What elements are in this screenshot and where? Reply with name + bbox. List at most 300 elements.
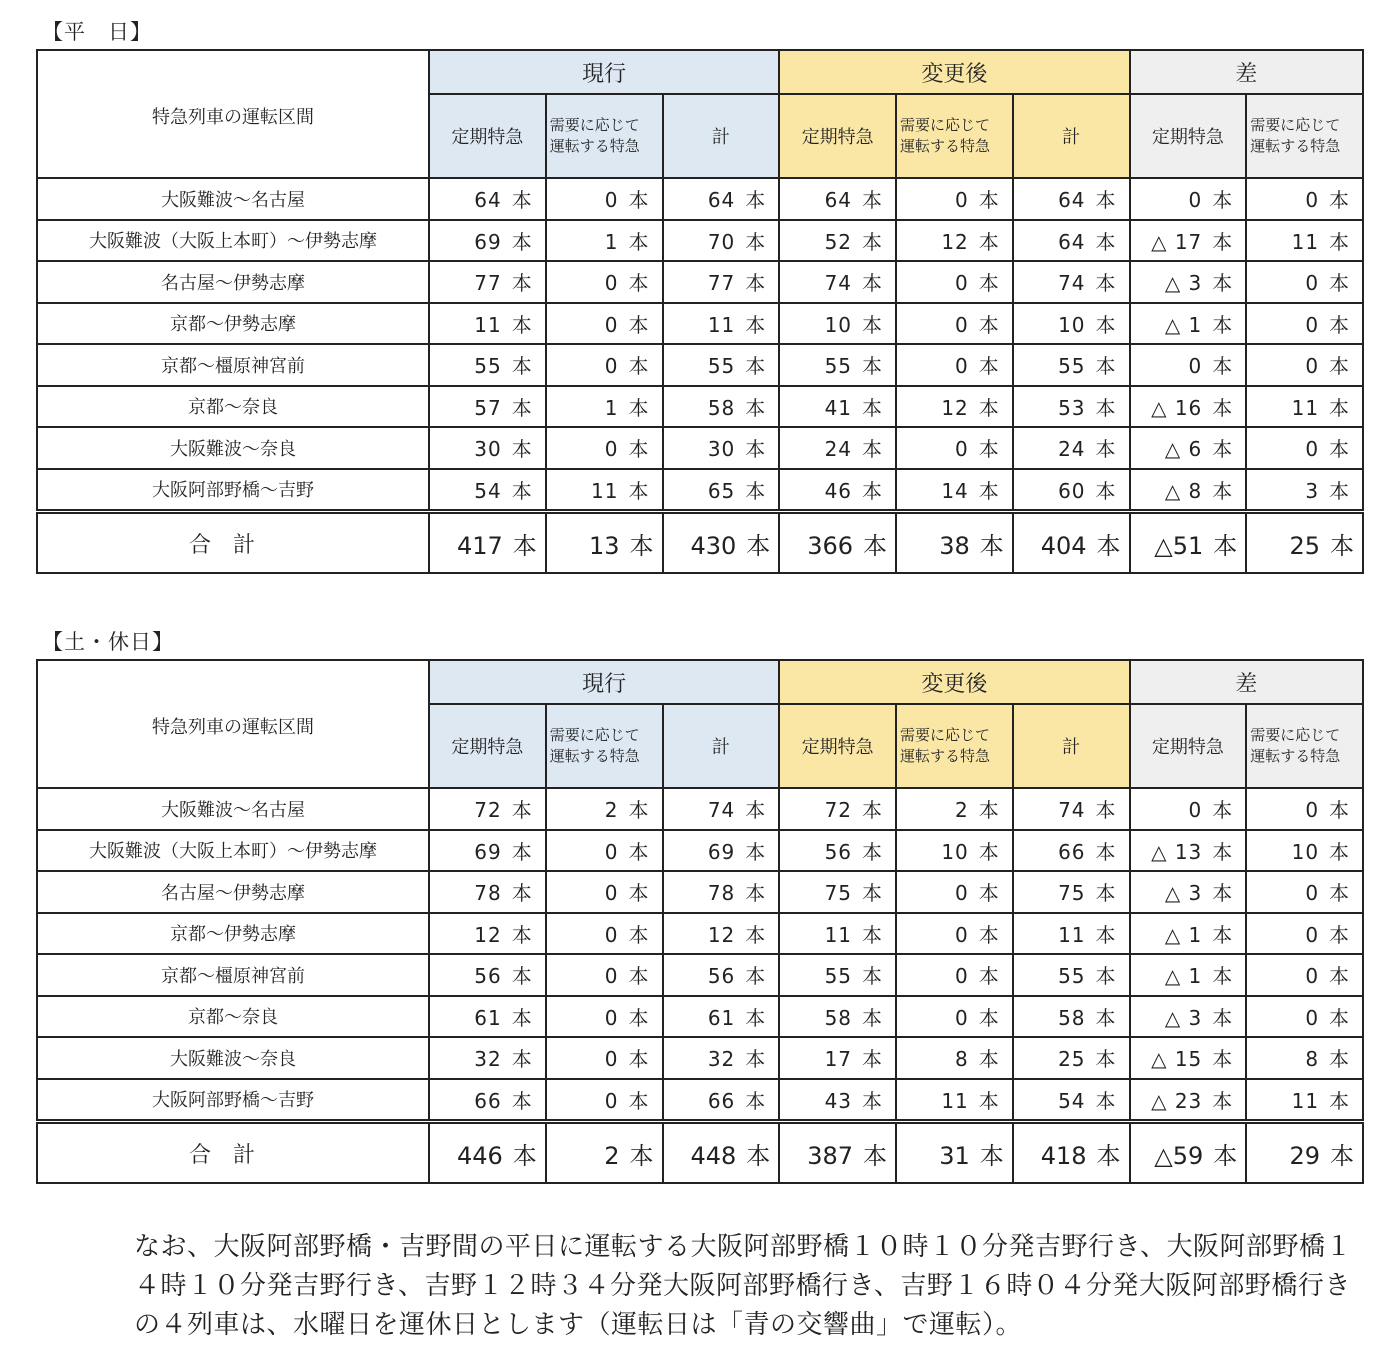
unit-label: 本	[1329, 1088, 1351, 1113]
cell-new-tot	[1013, 303, 1130, 345]
unit-label: 本	[862, 312, 884, 337]
cell-value: 1	[604, 229, 619, 254]
cell-diff-dem	[1246, 512, 1363, 574]
header-group-row	[37, 660, 1363, 704]
unit-label: 本	[1212, 395, 1234, 420]
cell-diff-reg	[1130, 178, 1247, 220]
cell-value: △ 3	[1164, 271, 1203, 296]
unit-label: 本	[1095, 395, 1117, 420]
unit-label: 本	[511, 1005, 533, 1030]
cell-value: △ 8	[1164, 478, 1203, 503]
cell-diff-reg	[1130, 220, 1247, 262]
cell-value: 55	[1058, 964, 1086, 989]
regular-header-label: 定期特急	[801, 127, 874, 148]
cell-value: 56	[474, 964, 502, 989]
unit-label: 本	[862, 437, 884, 462]
cell-new-reg	[779, 871, 896, 913]
unit-label: 本	[628, 1047, 650, 1072]
cell-value: 75	[824, 881, 853, 906]
unit-label: 本	[1329, 229, 1351, 254]
unit-label: 本	[1329, 478, 1351, 503]
cell-value: 0	[955, 354, 969, 379]
regular-header-label: 定期特急	[451, 127, 524, 148]
cell-new-tot	[1013, 512, 1130, 574]
regular-header-label: 定期特急	[1151, 127, 1224, 148]
unit-label: 本	[862, 922, 884, 947]
unit-label: 本	[628, 798, 650, 823]
unit-label: 本	[1095, 839, 1117, 864]
unit-label: 本	[978, 881, 1000, 906]
cell-diff-dem	[1246, 303, 1363, 345]
unit-label: 本	[628, 1088, 650, 1113]
cell-diff-dem	[1246, 427, 1363, 469]
unit-label: 本	[511, 922, 533, 947]
unit-label: 本	[862, 1005, 884, 1030]
cell-value: 43	[824, 1088, 853, 1113]
unit-label: 本	[862, 839, 884, 864]
unit-label: 本	[1329, 1005, 1351, 1030]
unit-label: 本	[745, 271, 767, 296]
cell-value: 77	[707, 271, 736, 296]
cell-value: 0	[1188, 354, 1203, 379]
unit-label: 本	[1095, 271, 1117, 296]
cell-diff-reg	[1130, 913, 1247, 955]
cell-value: 3	[1305, 478, 1320, 503]
table-row	[37, 344, 1363, 386]
unit-label: 本	[1213, 531, 1238, 560]
cell-new-tot	[1013, 386, 1130, 428]
cell-value: 0	[604, 271, 619, 296]
diff-group-header: 差	[1130, 50, 1364, 94]
unit-label: 本	[512, 1141, 537, 1170]
cell-new-reg	[779, 996, 896, 1038]
ondemand-header	[1246, 704, 1363, 788]
cell-new-tot	[1013, 830, 1130, 872]
unit-label: 本	[511, 437, 533, 462]
cell-value: 69	[474, 229, 502, 254]
cell-new-tot	[1013, 344, 1130, 386]
cell-value: 58	[707, 395, 736, 420]
unit-label: 本	[628, 354, 650, 379]
cell-cur-dem	[546, 469, 663, 512]
cell-value: 64	[824, 188, 853, 213]
regular-header	[1130, 704, 1247, 788]
unit-label: 本	[1096, 531, 1121, 560]
unit-label: 本	[628, 188, 650, 213]
table-row	[37, 1037, 1363, 1079]
cell-diff-reg	[1130, 996, 1247, 1038]
section-name: 大阪阿部野橋～吉野	[37, 469, 429, 512]
cell-new-tot	[1013, 1122, 1130, 1184]
cell-value: 0	[1305, 964, 1320, 989]
cell-value: 54	[1058, 1088, 1086, 1113]
cell-value: △ 1	[1164, 312, 1203, 337]
cell-cur-tot	[663, 386, 780, 428]
footnote: なお、大阪阿部野橋・吉野間の平日に運転する大阪阿部野橋１０時１０分発吉野行き、大阪阿部野橋１４時１０分発吉野行き、吉野１２時３４分発大阪阿部野橋行き、吉野１６時０４分発大阪阿部野橋行きの４列車は、水曜日を運休日とします（運転日は「青の交響曲」で運転）。	[134, 1232, 1352, 1340]
cell-new-reg	[779, 1037, 896, 1079]
unit-label: 本	[745, 354, 767, 379]
cell-cur-dem	[546, 512, 663, 574]
holiday-title: 【土・休日】	[42, 630, 174, 654]
unit-label: 本	[1095, 1047, 1117, 1072]
cell-cur-dem	[546, 220, 663, 262]
unit-label: 本	[1212, 312, 1234, 337]
section-name: 京都～橿原神宮前	[37, 954, 429, 996]
unit-label: 本	[862, 964, 884, 989]
cell-value: 11	[1291, 229, 1320, 254]
unit-label: 本	[628, 229, 650, 254]
section-header: 特急列車の運転区間	[37, 50, 429, 178]
ondemand-header-label	[897, 725, 1012, 767]
cell-cur-dem	[546, 996, 663, 1038]
cell-new-tot	[1013, 261, 1130, 303]
cell-diff-reg	[1130, 788, 1247, 830]
cell-value: 69	[474, 839, 502, 864]
cell-new-dem	[896, 788, 1013, 830]
cell-value: 64	[1058, 229, 1086, 254]
cell-value: △ 1	[1164, 922, 1203, 947]
cell-value: 64	[474, 188, 502, 213]
section-name: 名古屋～伊勢志摩	[37, 261, 429, 303]
cell-new-reg	[779, 830, 896, 872]
regular-header	[779, 94, 896, 178]
cell-value: 74	[1058, 271, 1086, 296]
cell-value: 38	[939, 531, 970, 560]
table-row	[37, 261, 1363, 303]
cell-value: 8	[955, 1047, 969, 1072]
table-row	[37, 871, 1363, 913]
cell-value: 32	[707, 1047, 736, 1072]
unit-label: 本	[1213, 1141, 1238, 1170]
cell-cur-tot	[663, 788, 780, 830]
cell-diff-reg	[1130, 830, 1247, 872]
table-row	[37, 913, 1363, 955]
unit-label: 本	[863, 1141, 888, 1170]
unit-label: 本	[862, 229, 884, 254]
unit-label: 本	[628, 437, 650, 462]
cell-value: 0	[1305, 354, 1320, 379]
table-row	[37, 303, 1363, 345]
unit-label: 本	[1329, 922, 1351, 947]
cell-value: △59	[1154, 1141, 1204, 1170]
cell-diff-reg	[1130, 512, 1247, 574]
section-name: 京都～奈良	[37, 996, 429, 1038]
cell-value: 10	[941, 839, 969, 864]
unit-label: 本	[1095, 437, 1117, 462]
unit-label: 本	[511, 312, 533, 337]
unit-label: 本	[863, 531, 888, 560]
cell-value: 32	[474, 1047, 502, 1072]
ondemand-line-2: 運転する特急	[1250, 137, 1341, 155]
cell-value: 1	[604, 395, 619, 420]
cell-value: 11	[941, 1088, 969, 1113]
current-group-header: 現行	[429, 660, 779, 704]
cell-new-dem	[896, 996, 1013, 1038]
cell-value: 11	[1291, 395, 1320, 420]
unit-label: 本	[1329, 188, 1351, 213]
total-header	[1013, 704, 1130, 788]
section-header: 特急列車の運転区間	[37, 660, 429, 788]
cell-value: 11	[591, 478, 619, 503]
cell-value: △ 3	[1164, 881, 1203, 906]
section-name: 大阪阿部野橋～吉野	[37, 1079, 429, 1122]
table-row	[37, 1079, 1363, 1122]
cell-diff-reg	[1130, 1037, 1247, 1079]
unit-label: 本	[1329, 395, 1351, 420]
unit-label: 本	[1212, 1088, 1234, 1113]
unit-label: 本	[745, 839, 767, 864]
cell-cur-dem	[546, 178, 663, 220]
cell-value: 418	[1040, 1141, 1087, 1170]
unit-label: 本	[978, 312, 1000, 337]
cell-cur-reg	[429, 303, 546, 345]
unit-label: 本	[745, 881, 767, 906]
cell-value: 430	[690, 531, 737, 560]
unit-label: 本	[1329, 881, 1351, 906]
total-header	[663, 704, 780, 788]
cell-new-reg	[779, 913, 896, 955]
unit-label: 本	[1212, 354, 1234, 379]
cell-value: △ 3	[1164, 1005, 1203, 1030]
cell-new-reg	[779, 512, 896, 574]
section-name: 京都～伊勢志摩	[37, 303, 429, 345]
cell-diff-reg	[1130, 344, 1247, 386]
cell-new-tot	[1013, 996, 1130, 1038]
section-name: 合計	[37, 1122, 429, 1184]
cell-new-tot	[1013, 178, 1130, 220]
cell-new-tot	[1013, 469, 1130, 512]
cell-value: 0	[1305, 798, 1320, 823]
cell-cur-tot	[663, 913, 780, 955]
cell-value: 0	[604, 964, 619, 989]
unit-label: 本	[978, 1047, 1000, 1072]
cell-new-reg	[779, 386, 896, 428]
unit-label: 本	[1212, 964, 1234, 989]
current-group-header: 現行	[429, 50, 779, 94]
unit-label: 本	[1095, 922, 1117, 947]
cell-value: 24	[1058, 437, 1086, 462]
cell-value: 448	[690, 1141, 737, 1170]
cell-value: 55	[824, 964, 853, 989]
cell-cur-reg	[429, 261, 546, 303]
unit-label: 本	[1095, 798, 1117, 823]
unit-label: 本	[1212, 271, 1234, 296]
cell-value: 66	[1058, 839, 1086, 864]
regular-header-label: 定期特急	[451, 737, 524, 758]
cell-diff-dem	[1246, 261, 1363, 303]
unit-label: 本	[511, 271, 533, 296]
cell-value: 25	[1058, 1047, 1086, 1072]
diff-group-header: 差	[1130, 660, 1364, 704]
cell-value: 11	[707, 312, 736, 337]
unit-label: 本	[745, 1005, 767, 1030]
unit-label: 本	[1212, 1005, 1234, 1030]
cell-cur-reg	[429, 871, 546, 913]
ondemand-line-1: 需要に応じて	[900, 726, 991, 744]
header-group-row	[37, 50, 1363, 94]
cell-diff-dem	[1246, 788, 1363, 830]
changed-group-header: 変更後	[779, 50, 1129, 94]
cell-diff-dem	[1246, 178, 1363, 220]
unit-label: 本	[511, 354, 533, 379]
cell-value: △51	[1154, 531, 1204, 560]
cell-value: 78	[707, 881, 736, 906]
cell-new-tot	[1013, 1037, 1130, 1079]
cell-cur-reg	[429, 1079, 546, 1122]
ondemand-line-1: 需要に応じて	[1250, 726, 1341, 744]
ondemand-header	[546, 704, 663, 788]
unit-label: 本	[511, 798, 533, 823]
cell-cur-dem	[546, 830, 663, 872]
unit-label: 本	[1095, 478, 1117, 503]
section-name: 大阪難波～奈良	[37, 427, 429, 469]
table-row	[37, 954, 1363, 996]
cell-value: △ 23	[1151, 1088, 1203, 1113]
unit-label: 本	[862, 395, 884, 420]
unit-label: 本	[1212, 188, 1234, 213]
unit-label: 本	[978, 437, 1000, 462]
unit-label: 本	[1212, 1047, 1234, 1072]
cell-new-reg	[779, 303, 896, 345]
cell-cur-dem	[546, 303, 663, 345]
unit-label: 本	[745, 1088, 767, 1113]
cell-cur-dem	[546, 954, 663, 996]
cell-value: 72	[824, 798, 853, 823]
section-name: 大阪難波（大阪上本町）～伊勢志摩	[37, 220, 429, 262]
cell-value: 0	[604, 437, 619, 462]
cell-value: 0	[604, 188, 619, 213]
cell-value: 0	[1188, 798, 1203, 823]
table-row	[37, 427, 1363, 469]
unit-label: 本	[628, 881, 650, 906]
cell-new-tot	[1013, 220, 1130, 262]
cell-cur-reg	[429, 1037, 546, 1079]
ondemand-header	[896, 94, 1013, 178]
unit-label: 本	[1095, 229, 1117, 254]
cell-value: 0	[1305, 188, 1320, 213]
unit-label: 本	[1095, 354, 1117, 379]
cell-new-dem	[896, 830, 1013, 872]
cell-value: 52	[824, 229, 853, 254]
ondemand-line-1: 需要に応じて	[900, 116, 991, 134]
cell-cur-reg	[429, 178, 546, 220]
cell-value: 0	[604, 881, 619, 906]
regular-header-label: 定期特急	[801, 737, 874, 758]
cell-cur-tot	[663, 996, 780, 1038]
unit-label: 本	[1330, 531, 1355, 560]
cell-cur-tot	[663, 954, 780, 996]
cell-diff-dem	[1246, 344, 1363, 386]
unit-label: 本	[628, 395, 650, 420]
section-name: 京都～橿原神宮前	[37, 344, 429, 386]
cell-new-dem	[896, 1037, 1013, 1079]
cell-value: 0	[604, 1088, 619, 1113]
cell-value: 14	[941, 478, 969, 503]
cell-cur-dem	[546, 427, 663, 469]
cell-value: 64	[707, 188, 736, 213]
cell-new-tot	[1013, 954, 1130, 996]
cell-value: 64	[1058, 188, 1086, 213]
unit-label: 本	[1329, 271, 1351, 296]
cell-value: 0	[1305, 271, 1320, 296]
cell-cur-tot	[663, 871, 780, 913]
cell-diff-dem	[1246, 1079, 1363, 1122]
cell-value: 366	[807, 531, 854, 560]
cell-cur-reg	[429, 830, 546, 872]
cell-diff-dem	[1246, 220, 1363, 262]
cell-new-tot	[1013, 1079, 1130, 1122]
cell-value: 24	[824, 437, 853, 462]
unit-label: 本	[979, 531, 1004, 560]
cell-value: 0	[1188, 188, 1203, 213]
cell-new-dem	[896, 1079, 1013, 1122]
cell-cur-tot	[663, 1079, 780, 1122]
unit-label: 本	[511, 478, 533, 503]
ondemand-line-2: 運転する特急	[1250, 747, 1341, 765]
cell-diff-dem	[1246, 386, 1363, 428]
cell-value: 70	[707, 229, 736, 254]
cell-cur-tot	[663, 178, 780, 220]
cell-value: 13	[588, 531, 620, 560]
cell-cur-reg	[429, 512, 546, 574]
cell-new-dem	[896, 913, 1013, 955]
total-row	[37, 1122, 1363, 1184]
cell-value: 387	[807, 1141, 854, 1170]
ondemand-line-2: 運転する特急	[900, 747, 991, 765]
cell-cur-dem	[546, 1037, 663, 1079]
unit-label: 本	[511, 1088, 533, 1113]
ondemand-line-2: 運転する特急	[900, 137, 991, 155]
cell-diff-dem	[1246, 469, 1363, 512]
cell-value: △ 13	[1151, 839, 1203, 864]
unit-label: 本	[1212, 437, 1234, 462]
unit-label: 本	[745, 188, 767, 213]
ondemand-line-1: 需要に応じて	[549, 726, 640, 744]
cell-value: △ 17	[1151, 229, 1203, 254]
unit-label: 本	[512, 531, 537, 560]
cell-value: 77	[474, 271, 502, 296]
regular-header	[779, 704, 896, 788]
cell-value: 0	[604, 312, 619, 337]
cell-value: 31	[939, 1141, 970, 1170]
unit-label: 本	[978, 478, 1000, 503]
unit-label: 本	[1095, 881, 1117, 906]
weekday-title: 【平 日】	[42, 20, 152, 44]
total-row	[37, 512, 1363, 574]
cell-new-reg	[779, 788, 896, 830]
cell-value: 404	[1040, 531, 1087, 560]
cell-cur-dem	[546, 788, 663, 830]
table-row	[37, 788, 1363, 830]
cell-value: 0	[604, 1005, 619, 1030]
unit-label: 本	[1329, 354, 1351, 379]
table-row	[37, 996, 1363, 1038]
unit-label: 本	[978, 1088, 1000, 1113]
cell-value: 75	[1058, 881, 1086, 906]
cell-new-dem	[896, 344, 1013, 386]
cell-value: 2	[955, 798, 969, 823]
weekday-table	[36, 49, 1364, 574]
cell-value: 65	[707, 478, 736, 503]
table-row	[37, 220, 1363, 262]
ondemand-header-label	[897, 115, 1012, 157]
unit-label: 本	[628, 1005, 650, 1030]
cell-diff-dem	[1246, 996, 1363, 1038]
ondemand-line-2: 運転する特急	[549, 747, 640, 765]
cell-cur-dem	[546, 871, 663, 913]
cell-new-tot	[1013, 871, 1130, 913]
cell-diff-reg	[1130, 871, 1247, 913]
